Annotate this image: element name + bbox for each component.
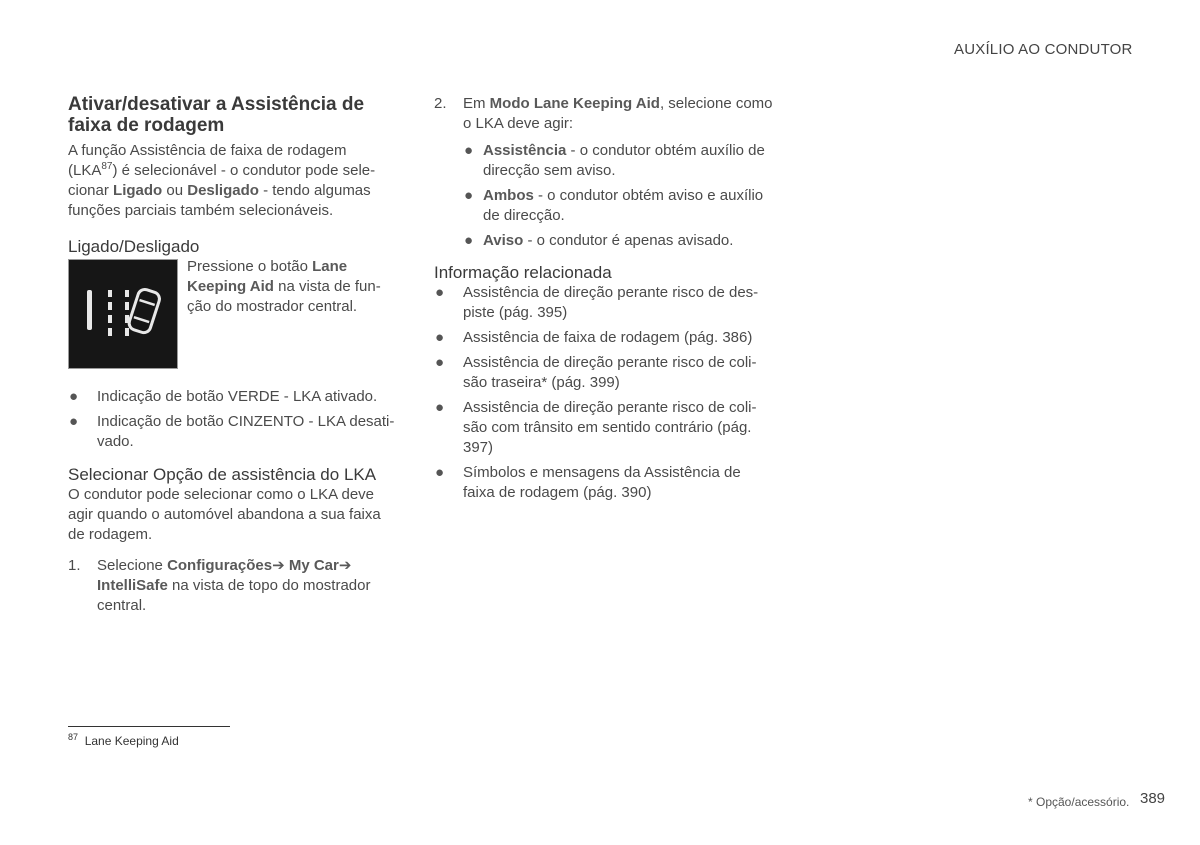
subheading-select-option: Selecionar Opção de assistência do LKA xyxy=(68,465,377,484)
page-number: 389 xyxy=(1140,790,1166,807)
arrow-right-icon: ➔ xyxy=(338,557,352,574)
bullet-dot-icon: ● xyxy=(435,329,445,346)
left-column xyxy=(68,94,398,616)
list-item: ● Aviso - o condutor é apenas avisado. xyxy=(464,232,734,249)
icon-row xyxy=(68,259,398,369)
footnote-divider xyxy=(68,726,230,727)
related-link[interactable]: ● Assistência de faixa de rodagem (pág. 386) xyxy=(435,329,753,346)
lka-button-term: Lane Keeping Aid xyxy=(187,258,348,295)
desligado-term: Desligado xyxy=(187,182,259,199)
list-item: ● Indicação de botão VERDE - LKA ativado. xyxy=(69,388,378,405)
subheading-on-off: Ligado/Desligado xyxy=(68,237,200,256)
list-item: ● Indicação de botão CINZENTO - LKA desativado. xyxy=(69,413,395,450)
press-instruction: Pressione o botão Lane Keeping Aid na vista de função do mostrador central. xyxy=(187,258,381,315)
bullet-dot-icon: ● xyxy=(464,187,474,204)
related-link[interactable]: ● Assistência de direção perante risco de colisão traseira* (pág. 399) xyxy=(435,354,757,391)
option-accessory-note: * Opção/acessório. xyxy=(1028,795,1130,809)
step-2: 2. Em Modo Lane Keeping Aid, selecione como o LKA deve agir: xyxy=(434,95,773,132)
list-item: ● Ambos - o condutor obtém aviso e auxílio de direcção. xyxy=(464,187,764,224)
footnote-ref: 87 xyxy=(101,161,113,172)
mode-options-list xyxy=(434,141,774,251)
related-links-list xyxy=(434,283,774,503)
footnote: $^{87}$ Lane Keeping Aid xyxy=(68,732,179,748)
bullet-dot-icon: ● xyxy=(464,142,474,159)
lane-keeping-aid-icon xyxy=(68,259,178,369)
bullet-dot-icon: ● xyxy=(69,413,79,430)
list-item: ● Assistência - o condutor obtém auxílio de direcção sem aviso. xyxy=(464,142,765,179)
step-1: 1. Selecione Configurações➔ My Car➔ IntelliSafe na vista de topo do mostrador central. xyxy=(68,557,371,614)
related-link[interactable]: ● Assistência de direção perante risco de colisão com trânsito em sentido contrário (pág. 397) xyxy=(435,399,757,456)
running-header: AUXÍLIO AO CONDUTOR xyxy=(954,41,1133,58)
indication-list xyxy=(68,387,398,452)
related-info-heading: Informação relacionada xyxy=(434,263,612,282)
intro-paragraph: A função Assistência de faixa de rodagem (LKA$^{87}$) é selecionável - o condutor pode selecionar Ligado ou Desligado - tendo algumas funções parciais também selecionáveis. xyxy=(68,142,376,219)
select-option-paragraph: O condutor pode selecionar como o LKA deve agir quando o automóvel abandona a sua faixa de rodagem. xyxy=(68,486,381,543)
bullet-dot-icon: ● xyxy=(435,354,445,371)
bullet-dot-icon: ● xyxy=(69,388,79,405)
bullet-dot-icon: ● xyxy=(464,232,474,249)
related-link[interactable]: ● Assistência de direção perante risco de despiste (pág. 395) xyxy=(435,284,759,321)
right-column xyxy=(434,94,774,503)
bullet-dot-icon: ● xyxy=(435,284,445,301)
bullet-dot-icon: ● xyxy=(435,464,445,481)
bullet-dot-icon: ● xyxy=(435,399,445,416)
ligado-term: Ligado xyxy=(113,182,163,199)
section-title: Ativar/desativar a Assistência de faixa de rodagem xyxy=(68,94,365,136)
related-link[interactable]: ● Símbolos e mensagens da Assistência de faixa de rodagem (pág. 390) xyxy=(435,464,741,501)
arrow-right-icon: ➔ xyxy=(272,557,285,574)
